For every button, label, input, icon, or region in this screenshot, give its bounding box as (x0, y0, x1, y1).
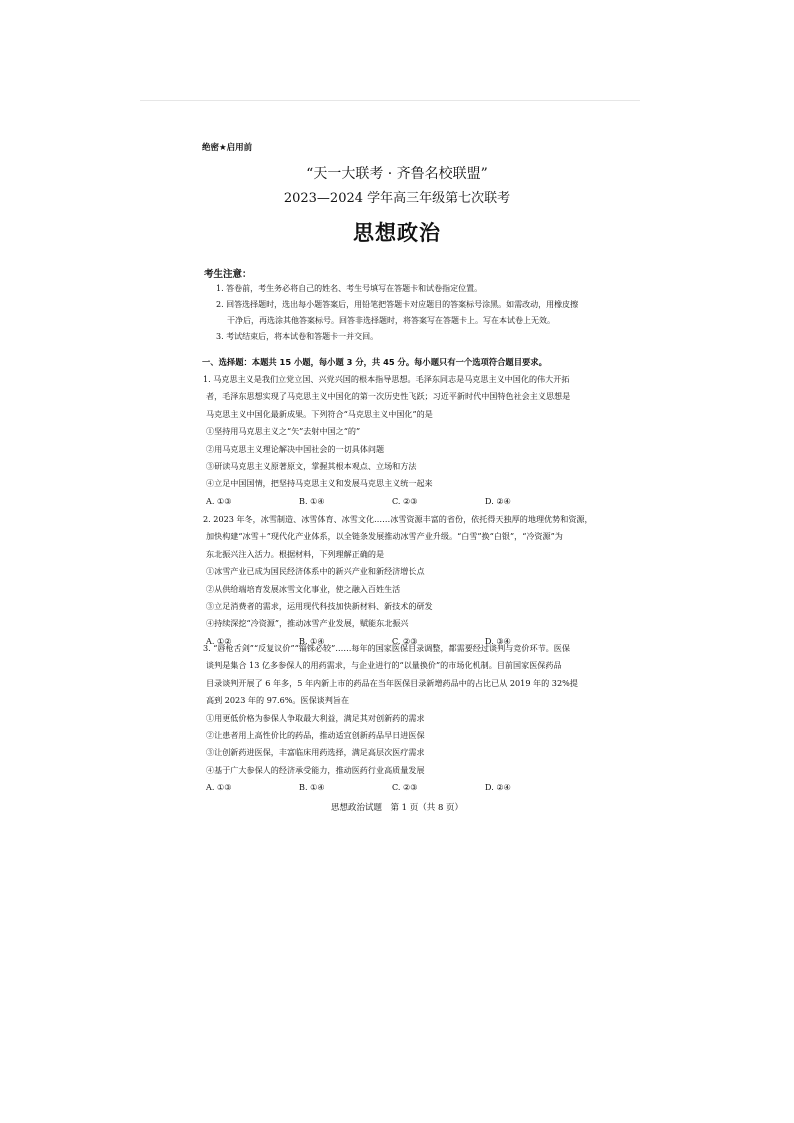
notice-item: 1. 答卷前，考生务必将自己的姓名、考生号填写在答题卡和试卷指定位置。 (216, 284, 483, 293)
question-stem-line: 1. 马克思主义是我们立党立国、兴党兴国的根本指导思想。毛泽东同志是马克思主义中国化的伟大开拓 (203, 374, 570, 384)
option-a: A. ①② (206, 635, 232, 646)
option-d: D. ②④ (485, 495, 511, 506)
option-a: A. ①③ (206, 782, 232, 793)
question-2 (203, 511, 623, 650)
notice-heading: 考生注意： (204, 269, 252, 280)
option-d: D. ②④ (485, 782, 511, 793)
question-statement: ③立足消费者的需求，运用现代科技加快新材料、新技术的研发 (206, 601, 433, 612)
question-statement: ②用马克思主义理论解决中国社会的一切具体问题 (206, 443, 385, 454)
question-1 (203, 371, 623, 510)
question-statement: ④立足中国国情，把坚持马克思主义和发展马克思主义统一起来 (206, 478, 433, 489)
question-3 (203, 640, 623, 797)
question-statement: ②让患者用上高性价比的药品，推动适宜创新药品早日进医保 (206, 730, 425, 741)
question-statement: ④基于广大参保人的经济承受能力，推动医药行业高质量发展 (206, 764, 425, 775)
question-statement: ④持续深挖“冷资源”，推动冰雪产业发展，赋能东北振兴 (206, 618, 409, 629)
notice-item: 2. 回答选择题时，选出每小题答案后，用铅笔把答题卡对应题目的答案标号涂黑。如需改动，用橡皮擦 (216, 300, 579, 309)
option-a: A. ①③ (206, 495, 232, 506)
question-statement: ①冰雪产业已成为国民经济体系中的新兴产业和新经济增长点 (206, 566, 425, 577)
question-stem-line: 谈判是集合 13 亿多参保人的用药需求，与企业进行的“以量换价”的市场化机制。目前国家医保药品 (206, 660, 562, 671)
option-c: C. ②③ (392, 635, 418, 646)
answer-options (203, 779, 623, 796)
confidential-mark: 绝密★启用前 (202, 143, 253, 153)
top-divider (140, 100, 640, 101)
question-stem-line: 加快构建“冰雪＋”现代化产业体系，以全链条发展推动冰雪产业升级。“白雪”换“白银”，“冷资源”为 (206, 531, 563, 542)
question-statement: ②从供给端培育发展冰雪文化事业，使之融入百姓生活 (206, 583, 401, 594)
question-stem-line: 东北振兴注入活力。根据材料，下列理解正确的是 (206, 548, 385, 559)
notice-item: 干净后，再选涂其他答案标号。回答非选择题时，将答案写在答题卡上。写在本试卷上无效。 (227, 316, 555, 325)
exam-union-title: “天一大联考 · 齐鲁名校联盟” (306, 166, 488, 182)
notice-list (216, 281, 620, 345)
question-stem-line: 3. “唇枪舌剑”“反复议价”“锱铢必较”……每年的国家医保目录调整，都需要经过谈判与竞价环节。医保 (203, 643, 570, 653)
option-b: B. ①④ (299, 782, 325, 793)
option-c: C. ②③ (392, 782, 418, 793)
question-stem-line: 2. 2023 年冬，冰雪制造、冰雪体育、冰雪文化……冰雪资源丰富的省份，依托得天独厚的地理优势和资源， (203, 514, 593, 524)
question-stem-line: 者，毛泽东思想实现了马克思主义中国化的第一次历史性飞跃；习近平新时代中国特色社会主义思想是 (206, 391, 571, 402)
option-b: B. ①④ (299, 635, 325, 646)
question-statement: ③让创新药进医保，丰富临床用药选择，满足高层次医疗需求 (206, 747, 425, 758)
question-stem-line: 高到 2023 年的 97.6%。医保谈判旨在 (206, 695, 350, 706)
option-b: B. ①④ (299, 495, 325, 506)
page-footer: 思想政治试题 第 1 页（共 8 页） (330, 803, 464, 813)
exam-session-title: 2023—2024 学年高三年级第七次联考 (283, 191, 511, 206)
option-d: D. ③④ (485, 635, 511, 646)
question-stem-line: 马克思主义中国化最新成果。下列符合“马克思主义中国化”的是 (206, 408, 433, 419)
question-statement: ③研读马克思主义原著原文，掌握其根本观点、立场和方法 (206, 461, 417, 472)
answer-options (203, 493, 623, 510)
section-heading: 一、选择题：本题共 15 小题，每小题 3 分，共 45 分。每小题只有一个选项符合题目要求。 (202, 357, 547, 367)
subject-title: 思想政治 (353, 221, 441, 245)
option-c: C. ②③ (392, 495, 418, 506)
notice-item: 3. 考试结束后，将本试卷和答题卡一并交回。 (216, 332, 379, 341)
question-stem-line: 目录谈判开展了 6 年多，5 年内新上市的药品在当年医保目录新增药品中的占比已从 2019 年的 32%提 (206, 677, 578, 688)
question-statement: ①坚持用马克思主义之“矢”去射中国之“的” (206, 426, 361, 437)
question-statement: ①用更低价格为参保人争取最大利益，满足其对创新药的需求 (206, 712, 425, 723)
